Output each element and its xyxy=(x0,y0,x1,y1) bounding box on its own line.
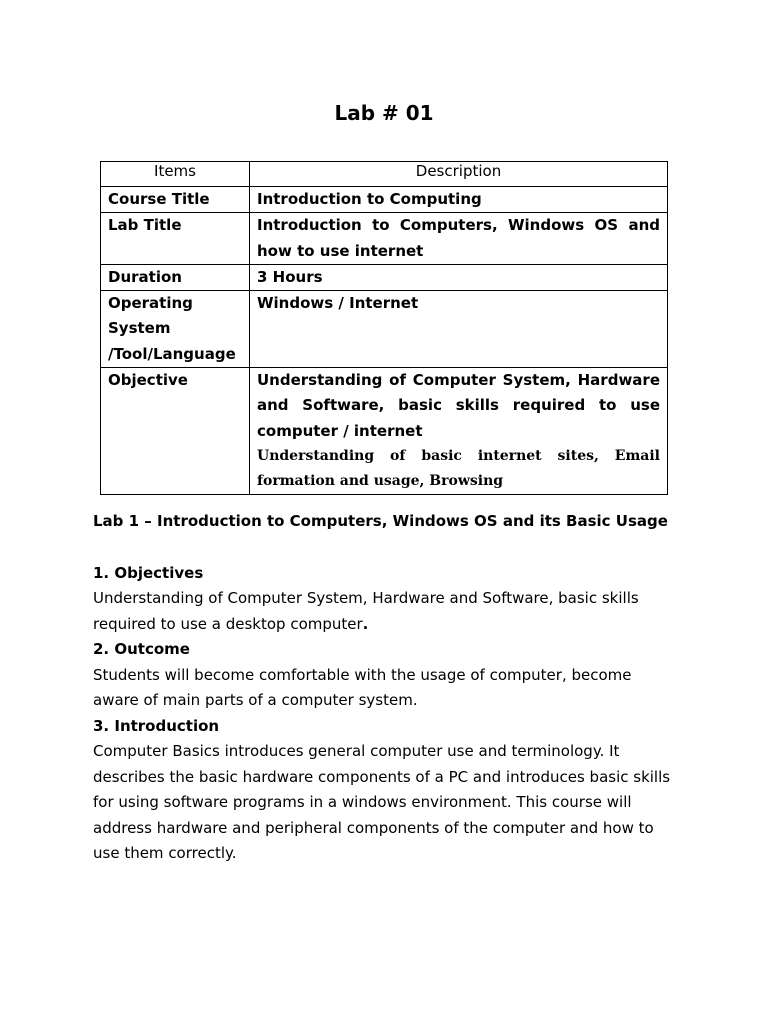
column-header-description: Description xyxy=(250,162,668,187)
outcome-heading: 2. Outcome xyxy=(93,640,190,658)
page-title: Lab # 01 xyxy=(334,101,434,125)
objectives-text xyxy=(93,586,673,637)
row-description: Introduction to Computers, Windows OS and how to use internet xyxy=(250,213,668,265)
introduction-text: Computer Basics introduces general computer use and terminology. It describes the basic hardware components of a PC and introduces basic skills for using software programs in a windows environment. This course will address hardware and peripheral components of the computer and how to use them correctly. xyxy=(93,742,671,862)
objectives-text-end: . xyxy=(362,614,369,633)
table-row xyxy=(101,213,668,265)
row-description xyxy=(250,368,668,495)
column-header-items: Items xyxy=(101,162,250,187)
row-item: Operating System /Tool/Language xyxy=(101,291,250,368)
table-row xyxy=(101,368,668,495)
lab-info-table xyxy=(100,161,668,495)
table-header-row xyxy=(101,162,668,187)
row-description: 3 Hours xyxy=(250,264,668,290)
row-item: Course Title xyxy=(101,187,250,213)
spacer xyxy=(93,535,673,561)
row-item: Objective xyxy=(101,368,250,495)
outcome-text: Students will become comfortable with the usage of computer, become aware of main parts of a computer system. xyxy=(93,665,632,709)
objective-main-text: Understanding of Computer System, Hardware and Software, basic skills required to use computer / internet xyxy=(257,371,660,440)
lab-heading: Lab 1 – Introduction to Computers, Windows OS and its Basic Usage xyxy=(93,512,668,530)
row-item: Duration xyxy=(101,264,250,290)
table-row xyxy=(101,187,668,213)
introduction-heading: 3. Introduction xyxy=(93,716,220,735)
objective-extra-text: Understanding of basic internet sites, Email formation and usage, Browsing xyxy=(257,447,660,489)
objectives-heading: 1. Objectives xyxy=(93,563,204,582)
table-row xyxy=(101,264,668,290)
row-description: Introduction to Computing xyxy=(250,187,668,213)
objectives-text-body: Understanding of Computer System, Hardware and Software, basic skills required to use a desktop computer xyxy=(93,589,639,633)
table-row xyxy=(101,291,668,368)
document-body xyxy=(93,509,673,867)
row-description: Windows / Internet xyxy=(250,291,668,368)
row-item: Lab Title xyxy=(101,213,250,265)
